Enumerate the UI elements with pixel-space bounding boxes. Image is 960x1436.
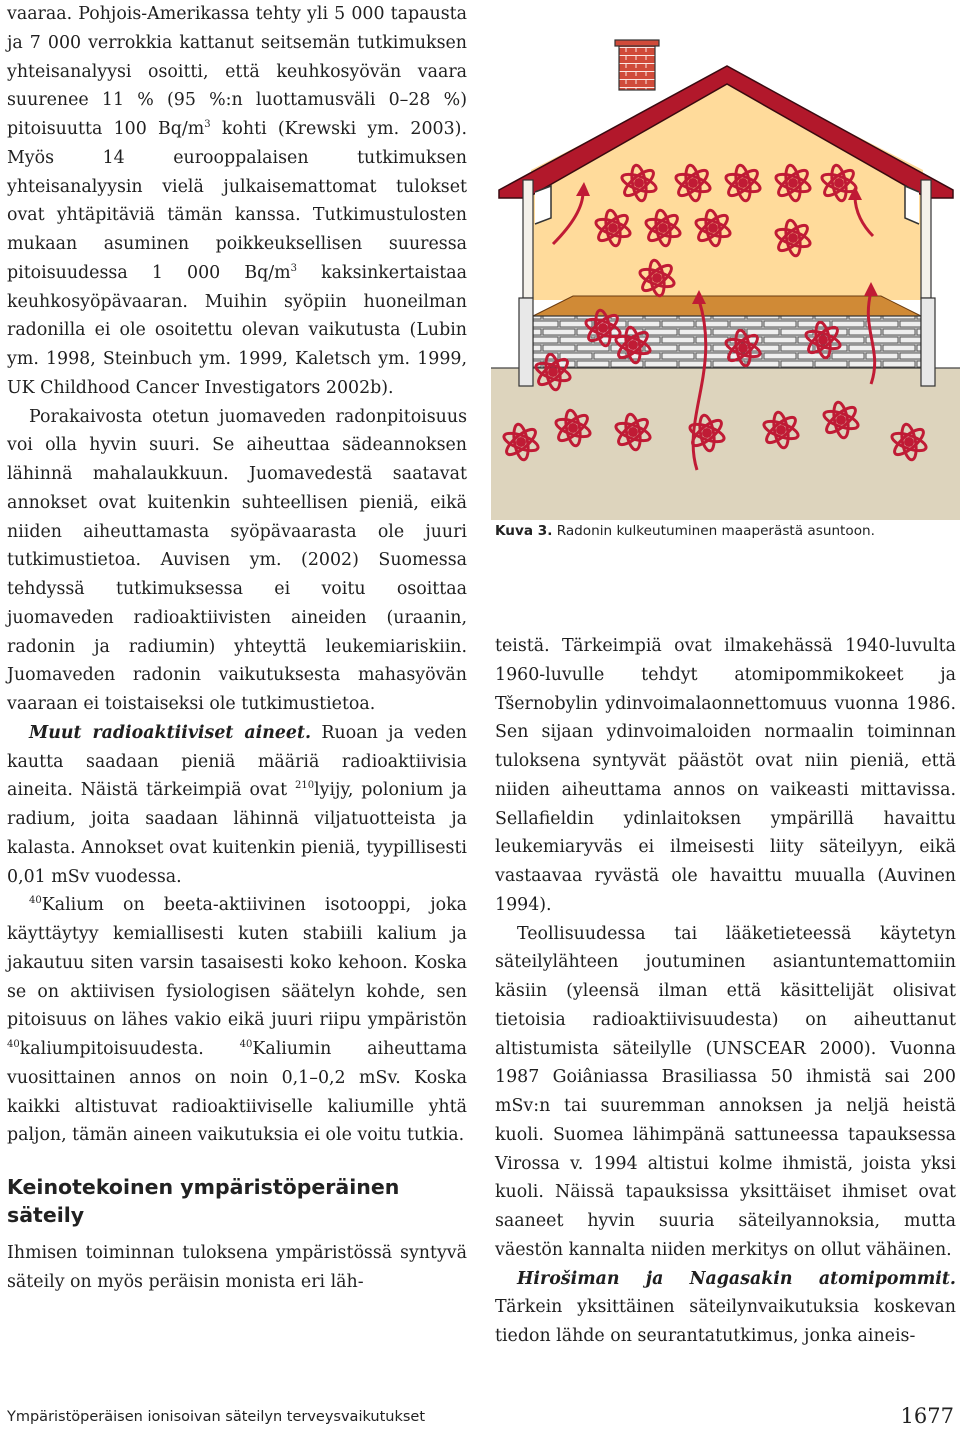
text-run: Tärkein yksittäinen säteilynvaikutuksia koskevan tiedon lähde on seurantatutkimus, jonka aineis- bbox=[495, 1297, 956, 1346]
paragraph-lost-sources: Teollisuudessa tai lääketieteessä käytetyn säteilylähteen joutuminen asiantuntemattomiin käsiin (yleensä ilman että käsittelijät olisivat tietoisia radioaktiivisuudesta) on aiheuttanut altistumista säteilylle (UNSCEAR 2000). Vuonna 1987 Goiâniassa Brasiliassa 50 ihmistä sai 200 mSv:n tai suuremman annoksen ja neljä heistä kuoli. Suomea lähimpänä sattuneessa tapauksessa Virossa v. 1994 altistui kolme ihmistä, joista yksi kuoli. Näissä tapauksissa yksittäiset ihmiset ovat saaneet hyvin suuria säteilyannoksia, mutta väestön kannalta niiden merkitys on ollut vähäinen. bbox=[495, 923, 956, 1260]
paragraph-potassium bbox=[7, 891, 467, 1150]
paragraph-drinking-water: Porakaivosta otetun juomaveden radonpitoisuus voi olla hyvin suuri. Se aiheuttaa sädeannoksen lähinnä mahalaukkuun. Juomavedestä saatavat annokset ovat kuitenkin suhteellisen pieniä, eikä niiden aiheuttamasta syöpävaarasta ole juuri tutkimustietoa. Auvisen ym. (2002) Suomessa tehdyssä tutkimuksessa ei voitu osoittaa juomaveden radioaktiivisten aineiden (uraanin, radonin ja radiumin) yhteyttä leukemiariskiin. Juomaveden radonin vaikutuksesta mahasyövän vaaraan ei toistaiseksi ole tutkimustietoa. bbox=[7, 406, 467, 714]
radon-house-figure bbox=[491, 0, 960, 520]
right-footing bbox=[921, 298, 935, 386]
superscript: 40 bbox=[29, 895, 42, 907]
text-run: Kaliumin aiheuttama vuosittainen annos on noin 0,1–0,2 mSv. Koska kaikki altistuvat radioaktiiviselle kaliumille yhtä paljon, tämän aineen vaikutuksia ei ole voitu tutkia. bbox=[7, 1039, 467, 1146]
paragraph-other-radioactive bbox=[7, 719, 467, 892]
text-run: lyijy, polonium ja radium, joita saadaan lähinnä viljatuotteista ja kalasta. Annokset ovat kuitenkin pieniä, tyypillisesti 0,01 mSv vuodessa. bbox=[7, 780, 467, 887]
paragraph-radon-lung-cancer bbox=[7, 0, 467, 403]
running-footer-title: Ympäristöperäisen ionisoivan säteilyn terveysvaikutukset bbox=[7, 1409, 426, 1425]
open-window-right bbox=[905, 186, 919, 224]
superscript: 40 bbox=[7, 1039, 20, 1050]
superscript: 3 bbox=[204, 119, 211, 130]
ground-area bbox=[491, 368, 960, 520]
caption-text: Radonin kulkeutuminen maaperästä asuntoon. bbox=[552, 523, 875, 539]
open-window-left bbox=[535, 186, 551, 224]
text-run: kaksinkertaistaa keuhkosyöpävaaran. Muihin syöpiin huoneilman radonilla ei ole osoitettu olevan vaikutusta (Lubin ym. 1998, Steinbuch ym. 1999, Kaletsch ym. 1999, UK Childhood Cancer Investigators 2002b). bbox=[7, 262, 467, 398]
paragraph-artificial-sources: teistä. Tärkeimpiä ovat ilmakehässä 1940-luvulta 1960-luvulle tehdyt atomipommikokeet ja Tšernobylin ydinvoimalaonnettomuus vuonna 1986. Sen sijaan ydinvoimaloiden normaalin toiminnan tuloksena syntyvät päästöt ovat niin pieniä, että niiden aiheuttama annos on vaikeasti mittavissa. Sellafieldin ydinlaitoksen ympärillä havaittu leukemiaryväs ei ilmeisesti liity säteilyyn, eikä vastaavaa ryvästä ole havaittu muualla (Auvinen 1994). bbox=[495, 636, 956, 915]
text-run: vaaraa. Pohjois-Amerikassa tehty yli 5 000 tapausta ja 7 000 verrokkia kattanut seitsemän tutkimuksen yhteisanalyysi osoitti, että keuhkosyövän vaara suurenee 11 % (95 %:n luottamusväli 0–28 %) pitoisuutta 100 Bq/m bbox=[7, 4, 467, 139]
left-column bbox=[7, 0, 467, 1297]
left-wall bbox=[523, 180, 533, 298]
text-run: kohti (Krewski ym. 2003). Myös 14 eurooppalaisen tutkimuksen yhteisanalyysin vielä julkaisemattomat tulokset ovat yhtäpitäviä tämän kanssa. Tutkimustulosten mukaan asuminen poikkeuksellisen suuressa pitoisuudessa 1 000 Bq/m bbox=[7, 119, 467, 283]
run-in-heading: Muut radioaktiiviset aineet. bbox=[29, 722, 312, 743]
right-column bbox=[495, 632, 956, 1351]
text-run: Ruoan ja veden kautta saadaan pieniä määriä radioaktiivisia aineita. Näistä tärkeimpiä ovat bbox=[7, 722, 468, 801]
right-wall bbox=[921, 180, 931, 298]
left-footing bbox=[519, 298, 533, 386]
caption-label: Kuva 3. bbox=[495, 523, 553, 539]
page-number: 1677 bbox=[900, 1404, 954, 1428]
paragraph-hiroshima bbox=[495, 1265, 956, 1351]
paragraph-artificial-radiation: Ihmisen toiminnan tuloksena ympäristössä syntyvä säteily on myös peräisin monista eri läh- bbox=[7, 1243, 467, 1292]
text-run: kaliumpitoisuudesta. bbox=[19, 1039, 240, 1059]
floor bbox=[533, 296, 921, 316]
chimney-cap bbox=[615, 40, 659, 46]
superscript: 40 bbox=[239, 1039, 253, 1050]
house-illustration bbox=[491, 0, 960, 520]
superscript: 3 bbox=[290, 262, 297, 274]
run-in-heading: Hirošiman ja Nagasakin atomipommit. bbox=[517, 1268, 956, 1289]
figure-caption bbox=[495, 521, 955, 541]
section-heading: Keinotekoinen ympäristöperäinen säteily bbox=[7, 1175, 400, 1227]
superscript: 210 bbox=[294, 780, 315, 792]
text-run: Kalium on beeta-aktiivinen isotooppi, joka käyttäytyy kemiallisesti kuten stabiili kalium ja jakautuu siten varsin tasaisesti koko kehoon. Koska se on aktiivisen fysiologisen säätelyn kohde, sen pitoisuus on lähes vakio eikä juuri riipu ympäristön bbox=[7, 895, 467, 1031]
chimney bbox=[619, 44, 655, 90]
